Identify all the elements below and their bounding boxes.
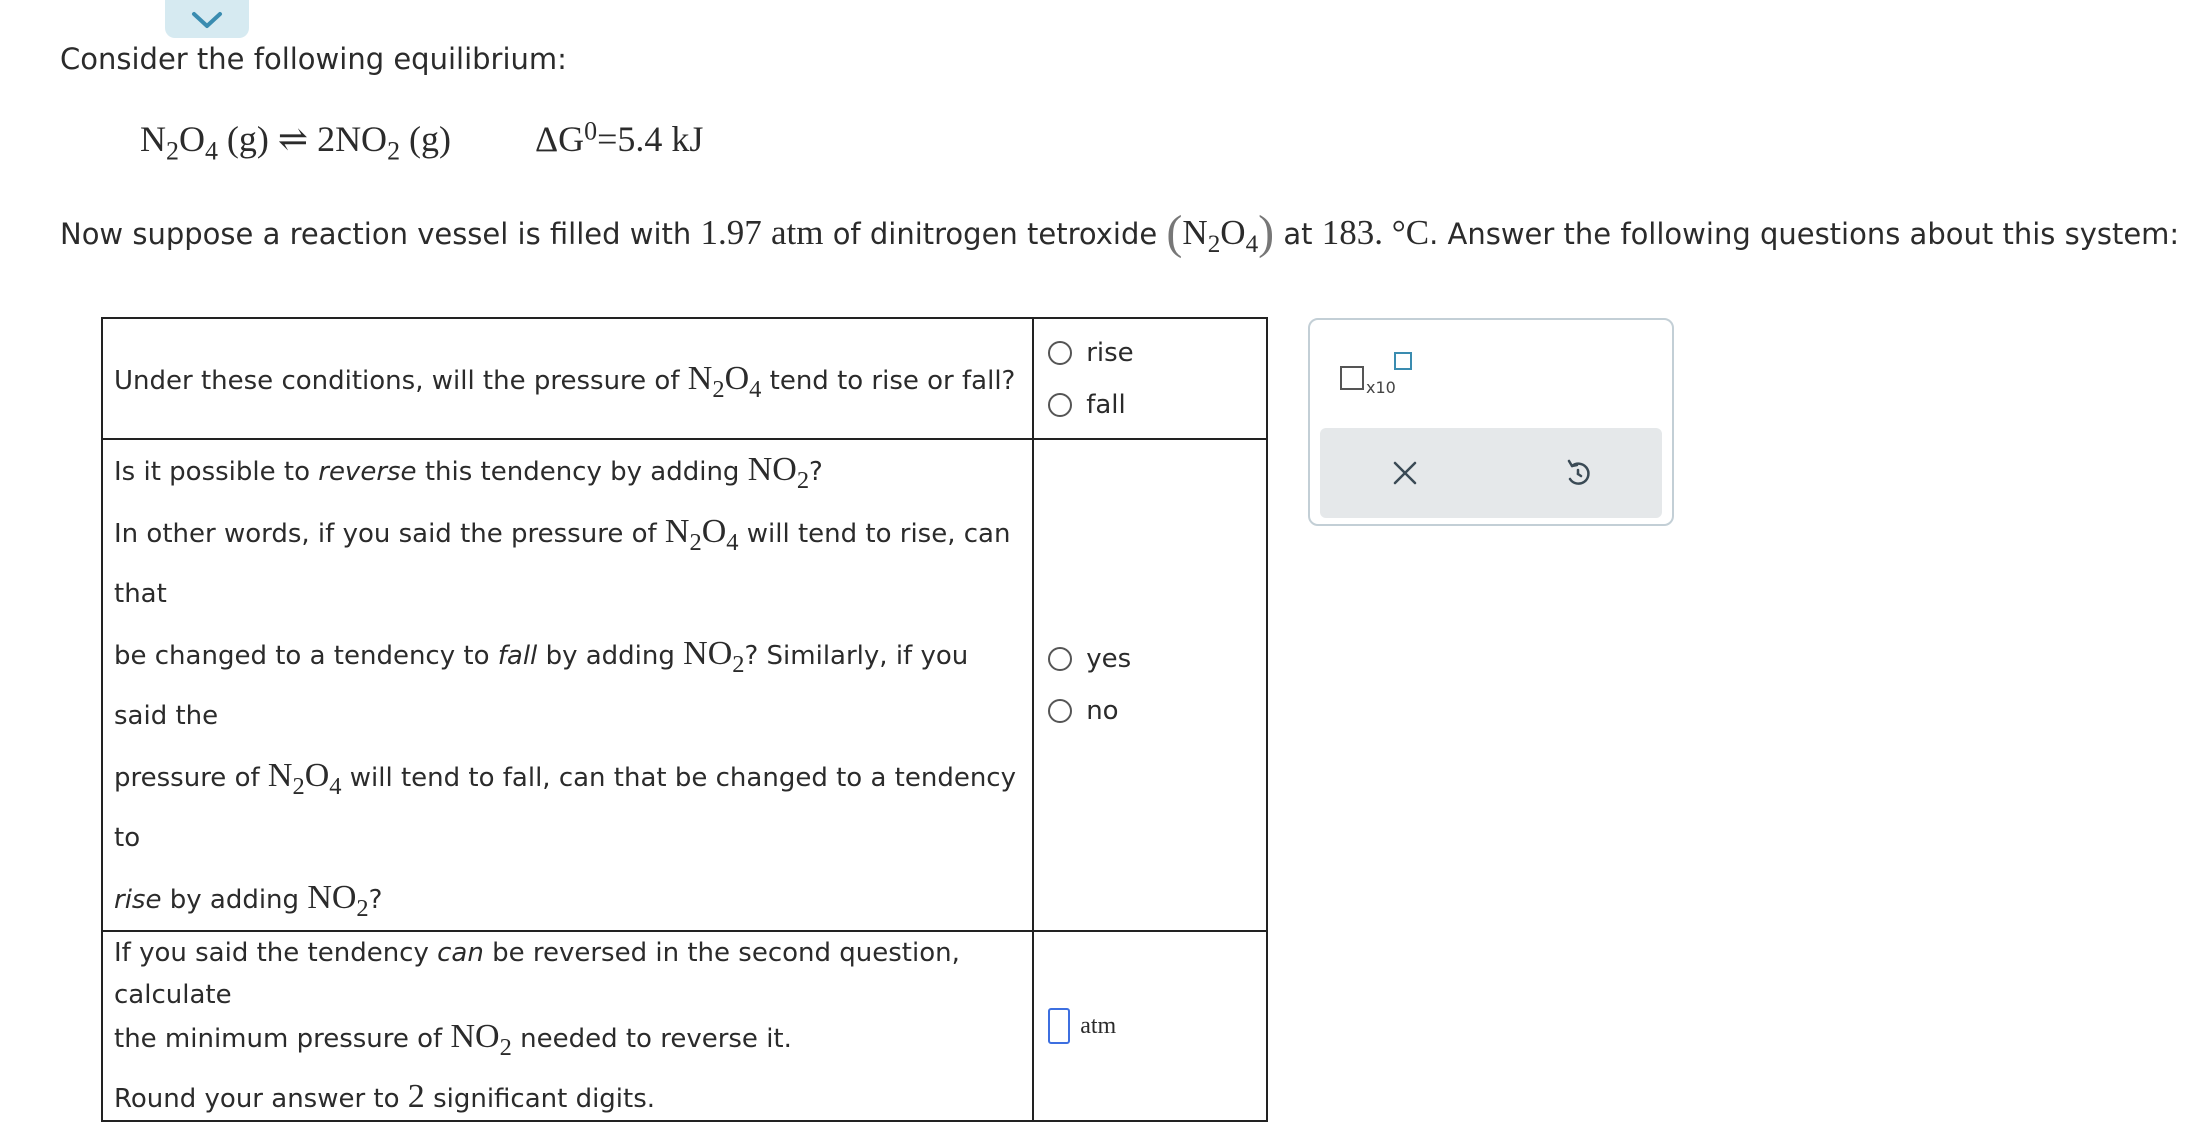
temperature: 183. °C	[1321, 213, 1430, 252]
reactant-state: (g)	[226, 119, 269, 159]
chevron-down-icon	[190, 10, 224, 30]
question-1-answers	[1033, 318, 1267, 439]
x10-label: x10	[1366, 378, 1396, 397]
product-state: (g)	[409, 119, 451, 159]
setup-text: Now suppose a reaction vessel is filled with 1.97 atm of dinitrogen tetroxide $(N_2O_4)$ at 183. °C. Answer the following questions about this system:	[60, 206, 2180, 259]
questions-table	[101, 317, 1268, 1122]
question-2-answers	[1033, 439, 1267, 931]
radio-circle[interactable]	[1048, 699, 1072, 723]
question-1-text: Under these conditions, will the pressure of $N_2O_4$ tend to rise or fall?	[102, 318, 1033, 439]
product-formula: $2NO_2$	[317, 119, 401, 166]
question-3-answer	[1033, 931, 1267, 1121]
mantissa-box-icon	[1340, 366, 1364, 390]
reactant-formula: $N_2O_4$	[140, 119, 218, 166]
answer-unit: atm	[1080, 1012, 1117, 1039]
clear-button[interactable]	[1380, 448, 1430, 498]
question-row-2	[102, 439, 1267, 931]
question-row-3	[102, 931, 1267, 1121]
undo-icon	[1562, 457, 1594, 489]
collapse-toggle-button[interactable]	[165, 0, 249, 38]
answer-tools-panel	[1308, 318, 1674, 526]
undo-button[interactable]	[1553, 448, 1603, 498]
delta-g: $\Delta G^0=5.4$ kJ	[535, 116, 704, 159]
exponent-box-icon	[1394, 352, 1412, 370]
radio-circle[interactable]	[1048, 647, 1072, 671]
action-bar	[1320, 428, 1662, 518]
initial-pressure: 1.97	[700, 213, 762, 252]
question-2-text: Is it possible to reverse this tendency by adding $NO_2$? In other words, if you said the pressure of $N_2O_4$ will tend to rise, can that be changed to a tendency to fall by adding $NO_2$? Similarly, if you said the pressure of $N_2O_4$ will tend to fall, can that be changed to a tendency to rise by adding $NO_2$?	[102, 439, 1033, 931]
equilibrium-arrow: ⇌	[277, 119, 309, 159]
radio-circle[interactable]	[1048, 393, 1072, 417]
radio-circle[interactable]	[1048, 341, 1072, 365]
min-pressure-input[interactable]	[1048, 1008, 1070, 1044]
scientific-notation-button[interactable]	[1340, 352, 1410, 396]
pressure-unit: atm	[770, 213, 824, 252]
radio-no[interactable]: no	[1048, 685, 1266, 737]
question-3-text: If you said the tendency can be reversed in the second question, calculate the minimum pressure of $NO_2$ needed to reverse it. Round your answer to 2 significant digits.	[102, 931, 1033, 1121]
radio-fall[interactable]: fall	[1048, 379, 1266, 431]
close-icon	[1390, 458, 1420, 488]
question-row-1	[102, 318, 1267, 439]
equilibrium-equation	[140, 116, 704, 166]
radio-yes[interactable]: yes	[1048, 633, 1266, 685]
radio-rise[interactable]: rise	[1048, 327, 1266, 379]
species-formula: $(N_2O_4)$	[1166, 206, 1275, 259]
intro-text: Consider the following equilibrium:	[60, 42, 567, 76]
